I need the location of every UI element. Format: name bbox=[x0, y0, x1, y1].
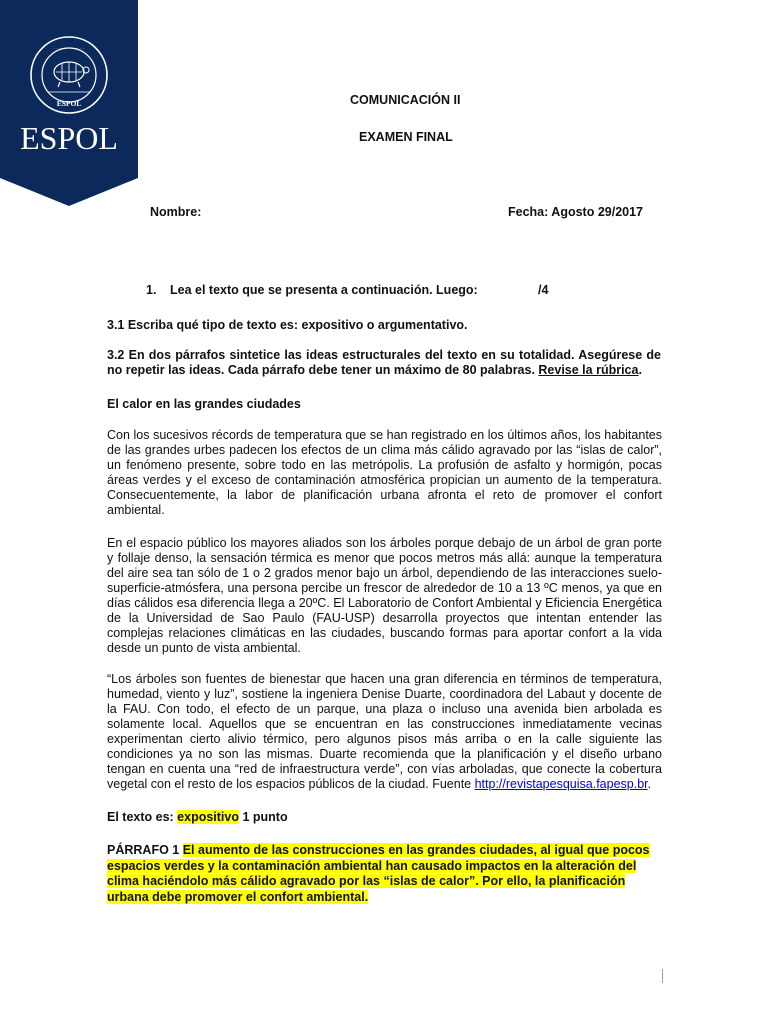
espol-logo-banner bbox=[0, 0, 138, 206]
espol-wordmark: ESPOL bbox=[20, 120, 118, 156]
answer-label: El texto es: bbox=[107, 810, 178, 824]
question-score: /4 bbox=[538, 283, 549, 297]
question-1-text: Lea el texto que se presenta a continuación. Luego: bbox=[170, 283, 478, 297]
answer-points: 1 punto bbox=[239, 810, 288, 824]
svg-text:· · · · · · · · · · ·: · · · · · · · · · · · bbox=[53, 47, 85, 52]
svg-text:ESPOL: ESPOL bbox=[56, 99, 82, 108]
question-3-2 bbox=[107, 348, 661, 378]
name-label: Nombre: bbox=[150, 205, 202, 219]
espol-seal-icon bbox=[31, 37, 107, 113]
course-title: COMUNICACIÓN II bbox=[350, 93, 461, 107]
article-paragraph-3-text: “Los árboles son fuentes de bienestar que hacen una gran diferencia en términos de temperatura, humedad, viento y luz”, sostiene la ingeniera Denise Duarte, coordinadora del Labaut y docente de la FAU. Con todo, el efecto de un parque, una plaza o incluso una avenida bien arbolada es solamente local. Aquellos que se encuentran en las construcciones inmediatamente vecinas experimentan cierto alivio térmico, pero algunos pisos más arriba o en la calle siguiente las condiciones ya no son las mismas. Duarte recomienda que la planificación y el diseño urbano tengan en cuenta una “red de infraestructura verde”, con vías arboladas, que conecte la cobertura vegetal con el resto de los espacios públicos de la ciudad. Fuente bbox=[107, 672, 662, 791]
article-paragraph-3 bbox=[107, 672, 662, 792]
article-paragraph-3-end: . bbox=[647, 777, 652, 791]
article-title: El calor en las grandes ciudades bbox=[107, 397, 301, 411]
parrafo-1 bbox=[107, 843, 663, 905]
rubric-link[interactable]: Revise la rúbrica bbox=[538, 363, 639, 377]
article-paragraph-1: Con los sucesivos récords de temperatura que se han registrado en los últimos años, los habitantes de las grandes urbes padecen los efectos de un clima más cálido agravado por las “islas de calor”, un fenómeno presente, sobre todo en las metrópolis. La profusión de asfalto y hormigón, pocas áreas verdes y el exceso de contaminación atmosférica propician un aumento de la temperatura. Consecuentemente, la labor de planificación urbana afronta el reto de promover el confort ambiental. bbox=[107, 428, 662, 517]
question-3-2-text: 3.2 En dos párrafos sintetice las ideas estructurales del texto en su totalidad. Asegúrese de no repetir las ideas. Cada párrafo debe tener un máximo de 80 palabras. bbox=[107, 348, 661, 377]
exam-title: EXAMEN FINAL bbox=[359, 130, 453, 144]
source-link[interactable]: http://revistapesquisa.fapesp.br bbox=[474, 777, 648, 791]
date-label: Fecha: Agosto 29/2017 bbox=[508, 205, 644, 219]
answer-type-highlight: expositivo bbox=[177, 810, 239, 824]
answer-line bbox=[107, 810, 288, 824]
question-3-2-end: . bbox=[638, 363, 642, 377]
parrafo-1-label: PÁRRAFO 1 bbox=[107, 843, 183, 857]
question-3-1: 3.1 Escriba qué tipo de texto es: expositivo o argumentativo. bbox=[107, 318, 468, 332]
parrafo-1-text: El aumento de las construcciones en las grandes ciudades, al igual que pocos espacios verdes y la contaminación ambiental han causado impactos en la alteración del clima haciéndolo más cálido agravado por las “islas de calor”. Por ello, la planificación urbana debe promover el confort ambiental. bbox=[107, 843, 650, 904]
question-number: 1. bbox=[146, 283, 157, 297]
article-paragraph-2: En el espacio público los mayores aliados son los árboles porque debajo de un árbol de gran porte y follaje denso, la sensación térmica es menor que pocos metros más allá: aunque la temperatura del aire sea tan sólo de 1 o 2 grados menor bajo un árbol, dependiendo de las interacciones suelo-superficie-atmósfera, una persona percibe un frescor de alrededor de 10 a 13 ºC menos, ya que en días cálidos esa diferencia llega a 20ºC. El Laboratorio de Confort Ambiental y Eficiencia Energética de la Universidad de Sao Paulo (FAU-USP) desarrolla proyectos que intentan entender las complejas relaciones climáticas en las ciudades, buscando formas para aportar confort a la vida desde un punto de vista ambiental. bbox=[107, 536, 662, 655]
text-cursor bbox=[662, 969, 663, 983]
